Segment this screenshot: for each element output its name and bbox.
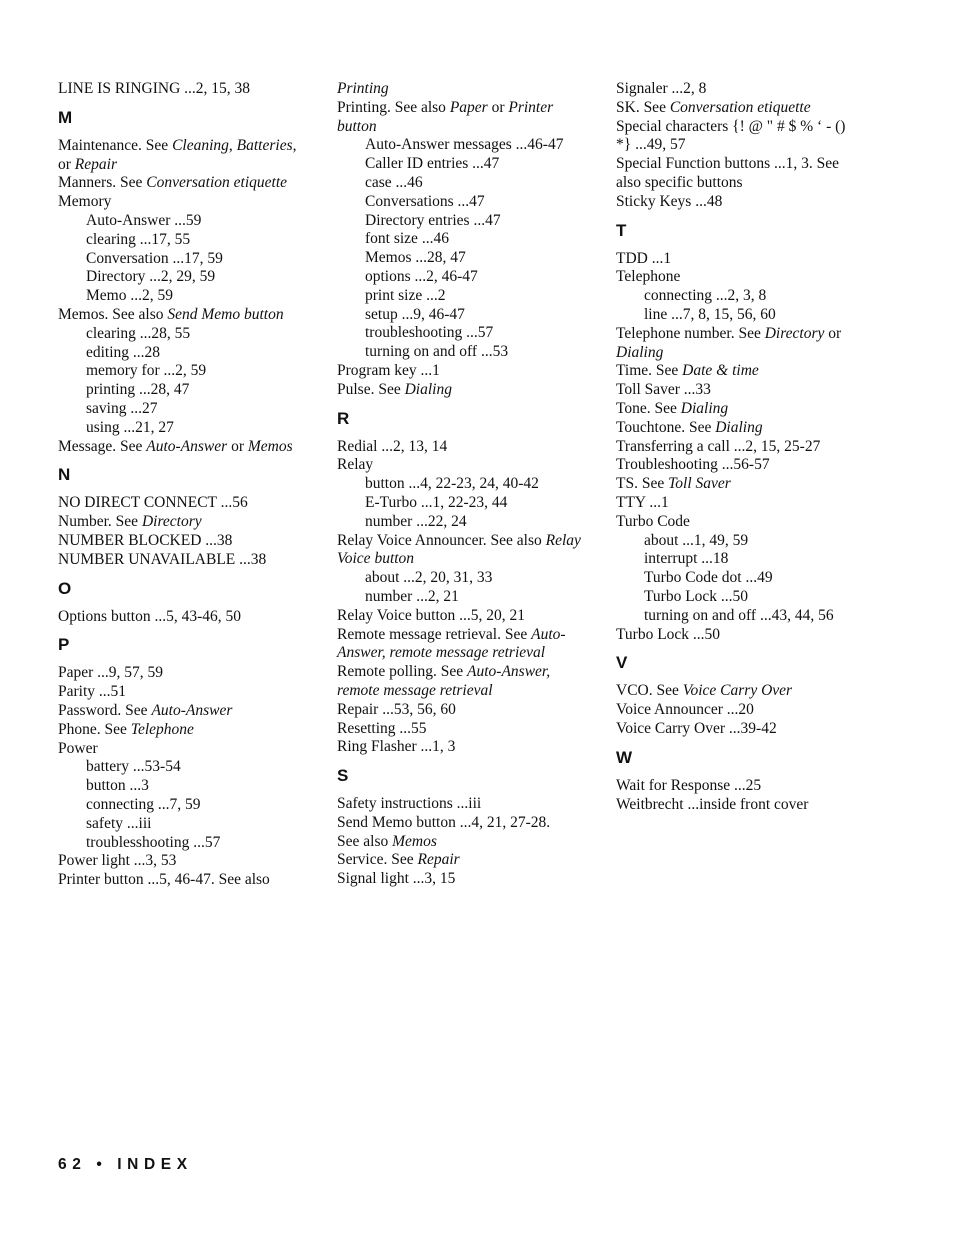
entry-text: Printer button ...5, 46-47. See also xyxy=(58,871,270,889)
entry-text: , or xyxy=(58,136,297,173)
cross-reference: Directory xyxy=(764,324,825,342)
cross-reference: Memos xyxy=(247,437,293,455)
entry-text: Signaler ...2, 8 xyxy=(616,80,707,97)
index-entry xyxy=(616,438,866,457)
entry-text: Time. See xyxy=(616,362,683,380)
cross-reference: Printing xyxy=(337,80,389,97)
index-entry xyxy=(337,80,587,99)
index-subentry xyxy=(337,475,587,494)
index-subentry xyxy=(616,588,866,607)
entry-text: Toll Saver ...33 xyxy=(616,381,711,399)
entry-text: Auto-Answer messages ...46-47 xyxy=(365,136,564,154)
entry-text: Password. See xyxy=(58,701,152,719)
index-subentry xyxy=(337,287,587,306)
index-subentry xyxy=(337,588,587,607)
entry-text: turning on and off ...43, 44, 56 xyxy=(644,606,834,624)
entry-text: Memos. See also xyxy=(58,305,168,323)
entry-text: connecting ...2, 3, 8 xyxy=(644,287,767,305)
entry-text: Voice Carry Over ...39-42 xyxy=(616,719,777,737)
index-entry xyxy=(337,870,587,889)
entry-text: Phone. See xyxy=(58,720,131,738)
entry-text: Directory ...2, 29, 59 xyxy=(86,268,216,286)
entry-text: NO DIRECT CONNECT ...56 xyxy=(58,494,248,512)
entry-text: Tone. See xyxy=(616,399,681,417)
index-subentry xyxy=(616,306,866,325)
cross-reference: Paper xyxy=(449,98,488,116)
cross-reference: Directory xyxy=(141,513,202,531)
index-entry xyxy=(337,851,587,870)
section-letter-w: W xyxy=(616,747,633,767)
cross-reference: Relay Voice button xyxy=(337,531,581,568)
entry-text: Directory entries ...47 xyxy=(365,211,501,229)
index-subentry xyxy=(616,287,866,306)
entry-text: Memo ...2, 59 xyxy=(86,287,173,305)
index-entry xyxy=(58,137,308,175)
entry-text: Remote polling. See xyxy=(337,663,468,681)
cross-reference: Dialing xyxy=(680,399,729,417)
index-entry xyxy=(616,268,866,287)
index-entry xyxy=(616,155,866,174)
index-entry xyxy=(58,193,308,212)
entry-text: Relay xyxy=(337,456,374,474)
index-entry xyxy=(337,626,587,664)
cross-reference: Auto-Answer xyxy=(146,437,228,455)
entry-text: also specific buttons xyxy=(616,173,743,191)
index-entry xyxy=(58,871,308,890)
index-column-1 xyxy=(58,80,308,890)
cross-reference: Memos xyxy=(392,832,437,850)
entry-text: Conversation ...17, 59 xyxy=(86,249,223,267)
index-entry xyxy=(58,494,308,513)
index-entry xyxy=(58,608,308,627)
index-subentry xyxy=(337,174,587,193)
section-letter-n: N xyxy=(58,465,71,485)
index-entry xyxy=(337,362,587,381)
entry-text: Telephone number. See xyxy=(616,324,765,342)
entry-text: print size ...2 xyxy=(365,286,446,304)
index-entry xyxy=(616,381,866,400)
index-subentry xyxy=(58,400,308,419)
index-subentry xyxy=(616,532,866,551)
index-subentry xyxy=(337,306,587,325)
index-entry xyxy=(58,551,308,570)
entry-text: about ...1, 49, 59 xyxy=(644,531,749,549)
index-entry xyxy=(58,664,308,683)
index-subentry xyxy=(337,343,587,362)
index-entry xyxy=(616,626,866,645)
entry-text: Weitbrecht ...inside front cover xyxy=(616,795,809,813)
entry-text: Power xyxy=(58,739,98,757)
index-subentry xyxy=(337,494,587,513)
index-entry xyxy=(58,740,308,759)
entry-text: Relay Voice Announcer. See also xyxy=(337,531,546,549)
index-entry xyxy=(337,833,587,852)
entry-text: SK. See xyxy=(616,98,670,116)
index-entry xyxy=(616,513,866,532)
entry-text: NUMBER UNAVAILABLE ...38 xyxy=(58,550,267,568)
entry-text: NUMBER BLOCKED ...38 xyxy=(58,531,233,549)
index-subentry xyxy=(337,324,587,343)
cross-reference: Auto-Answer xyxy=(151,701,233,719)
entry-text: Ring Flasher ...1, 3 xyxy=(337,738,456,756)
entry-text: , xyxy=(228,136,237,154)
entry-text: clearing ...28, 55 xyxy=(86,324,191,342)
entry-text: clearing ...17, 55 xyxy=(86,230,191,248)
index-entry xyxy=(616,362,866,381)
index-entry xyxy=(616,118,866,137)
index-entry xyxy=(616,701,866,720)
index-subentry xyxy=(337,268,587,287)
entry-text: Manners. See xyxy=(58,174,147,192)
index-entry xyxy=(58,80,308,99)
entry-text: Caller ID entries ...47 xyxy=(365,155,500,173)
entry-text: number ...2, 21 xyxy=(365,587,459,605)
entry-text: number ...22, 24 xyxy=(365,512,467,530)
index-entry xyxy=(616,99,866,118)
cross-reference: Cleaning xyxy=(172,136,229,154)
index-entry xyxy=(337,738,587,757)
index-entry xyxy=(58,513,308,532)
index-entry xyxy=(58,721,308,740)
cross-reference: Toll Saver xyxy=(668,475,731,493)
entry-text: Voice Announcer ...20 xyxy=(616,701,754,719)
entry-text: Number. See xyxy=(58,513,142,531)
entry-text: about ...2, 20, 31, 33 xyxy=(365,569,493,587)
entry-text: printing ...28, 47 xyxy=(86,381,190,399)
section-letter-m: M xyxy=(58,107,73,127)
index-subentry xyxy=(58,231,308,250)
index-subentry xyxy=(616,607,866,626)
entry-text: Options button ...5, 43-46, 50 xyxy=(58,607,241,625)
entry-text: *} ...49, 57 xyxy=(616,136,686,154)
entry-text: case ...46 xyxy=(365,173,423,191)
index-entry xyxy=(337,814,587,833)
entry-text: Safety instructions ...iii xyxy=(337,795,482,813)
entry-text: or xyxy=(824,324,842,342)
index-subentry xyxy=(58,381,308,400)
entry-text: Turbo Lock ...50 xyxy=(644,587,749,605)
index-subentry xyxy=(58,419,308,438)
index-subentry xyxy=(337,193,587,212)
index-subentry xyxy=(337,569,587,588)
index-column-2 xyxy=(337,80,587,889)
index-subentry xyxy=(58,758,308,777)
entry-text: troubleshooting ...57 xyxy=(365,324,494,342)
section-letter-v: V xyxy=(616,653,628,673)
index-subentry xyxy=(58,834,308,853)
cross-reference: Batteries xyxy=(236,136,293,154)
cross-reference: Voice Carry Over xyxy=(682,682,793,700)
index-entry xyxy=(337,438,587,457)
index-subentry xyxy=(616,569,866,588)
cross-reference: Conversation etiquette xyxy=(669,98,811,116)
section-letter-s: S xyxy=(337,766,349,786)
cross-reference: Send Memo button xyxy=(167,305,284,323)
index-entry xyxy=(58,532,308,551)
entry-text: Conversations ...47 xyxy=(365,192,485,210)
index-entry xyxy=(337,607,587,626)
entry-text: safety ...iii xyxy=(86,814,152,832)
index-subentry xyxy=(337,230,587,249)
entry-text: Special Function buttons ...1, 3. See xyxy=(616,155,840,173)
index-subentry xyxy=(58,362,308,381)
entry-text: E-Turbo ...1, 22-23, 44 xyxy=(365,493,508,511)
index-subentry xyxy=(58,268,308,287)
entry-text: connecting ...7, 59 xyxy=(86,795,201,813)
index-entry xyxy=(337,663,587,701)
index-subentry xyxy=(337,212,587,231)
entry-text: editing ...28 xyxy=(86,343,161,361)
index-entry xyxy=(616,193,866,212)
cross-reference: Dialing xyxy=(616,343,664,361)
entry-text: saving ...27 xyxy=(86,399,158,417)
index-entry xyxy=(616,720,866,739)
index-subentry xyxy=(58,325,308,344)
entry-text: Memory xyxy=(58,193,112,211)
entry-text: Telephone xyxy=(616,268,681,286)
section-letter-t: T xyxy=(616,220,627,240)
index-entry xyxy=(616,777,866,796)
section-letter-p: P xyxy=(58,635,70,655)
entry-text: Transferring a call ...2, 15, 25-27 xyxy=(616,437,821,455)
entry-text: options ...2, 46-47 xyxy=(365,267,478,285)
cross-reference: Printer button xyxy=(337,98,554,135)
entry-text: Special characters {! @ " # $ % ‘ - () xyxy=(616,117,846,135)
entry-text: using ...21, 27 xyxy=(86,418,174,436)
entry-text: Service. See xyxy=(337,851,418,869)
cross-reference: Repair xyxy=(417,851,460,869)
entry-text: or xyxy=(487,98,509,116)
index-entry xyxy=(337,701,587,720)
index-entry xyxy=(616,250,866,269)
index-entry xyxy=(337,99,587,137)
entry-text: Send Memo button ...4, 21, 27-28. xyxy=(337,813,551,831)
index-subentry xyxy=(58,344,308,363)
index-entry xyxy=(616,796,866,815)
entry-text: Parity ...51 xyxy=(58,683,127,701)
index-column-3 xyxy=(616,80,866,814)
index-entry xyxy=(616,419,866,438)
entry-text: Wait for Response ...25 xyxy=(616,776,762,794)
entry-text: button ...3 xyxy=(86,777,149,795)
cross-reference: Dialing xyxy=(715,418,763,436)
entry-text: Turbo Code xyxy=(616,512,690,530)
index-entry xyxy=(58,702,308,721)
index-entry xyxy=(616,475,866,494)
entry-text: line ...7, 8, 15, 56, 60 xyxy=(644,305,776,323)
index-entry xyxy=(337,795,587,814)
entry-text: Remote message retrieval. See xyxy=(337,625,532,643)
entry-text: Troubleshooting ...56-57 xyxy=(616,456,770,474)
entry-text: or xyxy=(227,437,248,455)
index-entry xyxy=(337,532,587,570)
cross-reference: Auto-Answer, remote message retrieval xyxy=(337,625,566,662)
entry-text: battery ...53-54 xyxy=(86,758,181,776)
entry-text: setup ...9, 46-47 xyxy=(365,305,465,323)
cross-reference: Auto-Answer, remote message retrieval xyxy=(337,663,551,699)
cross-reference: Dialing xyxy=(404,380,452,398)
cross-reference: Conversation etiquette xyxy=(146,174,288,192)
entry-text: Maintenance. See xyxy=(58,136,173,154)
index-entry xyxy=(616,174,866,193)
index-subentry xyxy=(58,212,308,231)
entry-text: Message. See xyxy=(58,437,147,455)
index-entry xyxy=(58,438,308,457)
entry-text: Paper ...9, 57, 59 xyxy=(58,664,164,682)
entry-text: Turbo Lock ...50 xyxy=(616,625,721,643)
entry-text: Sticky Keys ...48 xyxy=(616,192,723,210)
cross-reference: Date & time xyxy=(682,362,759,380)
index-entry xyxy=(616,400,866,419)
entry-text: Pulse. See xyxy=(337,380,405,398)
index-subentry xyxy=(58,287,308,306)
entry-text: font size ...46 xyxy=(365,230,449,248)
index-subentry xyxy=(58,777,308,796)
index-entry xyxy=(337,720,587,739)
entry-text: troublesshooting ...57 xyxy=(86,833,221,851)
entry-text: Resetting ...55 xyxy=(337,719,427,737)
section-letter-r: R xyxy=(337,408,350,428)
entry-text: button ...4, 22-23, 24, 40-42 xyxy=(365,475,539,493)
index-subentry xyxy=(337,513,587,532)
index-entry xyxy=(58,306,308,325)
page-footer: 62 • INDEX xyxy=(58,1156,193,1173)
entry-text: Repair ...53, 56, 60 xyxy=(337,700,456,718)
entry-text: Memos ...28, 47 xyxy=(365,249,466,267)
entry-text: interrupt ...18 xyxy=(644,550,729,568)
index-entry xyxy=(58,852,308,871)
index-subentry xyxy=(616,550,866,569)
index-subentry xyxy=(58,796,308,815)
entry-text: turning on and off ...53 xyxy=(365,343,509,361)
index-subentry xyxy=(337,155,587,174)
index-entry xyxy=(616,80,866,99)
index-subentry xyxy=(58,815,308,834)
cross-reference: Telephone xyxy=(130,720,194,738)
index-entry xyxy=(58,683,308,702)
index-entry xyxy=(337,456,587,475)
entry-text: Touchtone. See xyxy=(616,418,716,436)
entry-text: memory for ...2, 59 xyxy=(86,362,207,380)
index-entry xyxy=(337,381,587,400)
entry-text: Program key ...1 xyxy=(337,361,440,379)
entry-text: Turbo Code dot ...49 xyxy=(644,569,773,587)
entry-text: Auto-Answer ...59 xyxy=(86,211,202,229)
entry-text: Redial ...2, 13, 14 xyxy=(337,437,448,455)
entry-text: VCO. See xyxy=(616,682,683,700)
entry-text: Relay Voice button ...5, 20, 21 xyxy=(337,606,525,624)
index-entry xyxy=(58,174,308,193)
entry-text: LINE IS RINGING ...2, 15, 38 xyxy=(58,80,251,97)
index-entry xyxy=(616,456,866,475)
section-letter-o: O xyxy=(58,578,72,598)
entry-text: Printing. See also xyxy=(337,98,450,116)
index-subentry xyxy=(337,136,587,155)
entry-text: Signal light ...3, 15 xyxy=(337,870,456,888)
index-entry xyxy=(616,682,866,701)
entry-text: TDD ...1 xyxy=(616,249,672,267)
index-entry xyxy=(616,494,866,513)
entry-text: See also xyxy=(337,832,393,850)
index-entry xyxy=(616,325,866,363)
index-subentry xyxy=(58,250,308,269)
entry-text: Power light ...3, 53 xyxy=(58,852,177,870)
entry-text: TS. See xyxy=(616,475,669,493)
entry-text: TTY ...1 xyxy=(616,493,669,511)
index-entry xyxy=(616,136,866,155)
cross-reference: Repair xyxy=(74,155,117,173)
index-subentry xyxy=(337,249,587,268)
